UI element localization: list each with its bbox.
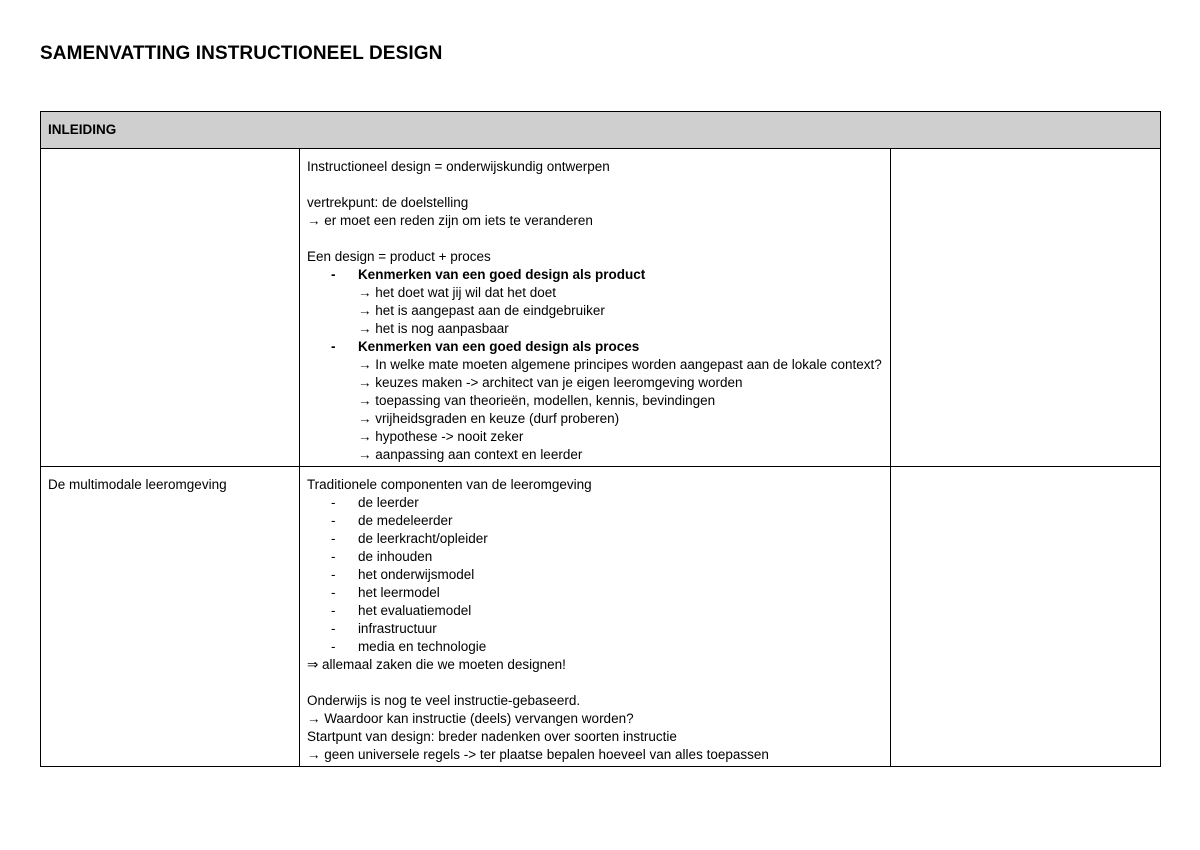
paragraph-text: Startpunt van design: breder nadenken over soorten instructie (306, 729, 677, 744)
table-row (41, 149, 1161, 467)
list-item (307, 584, 883, 602)
bullet-dash: - (330, 621, 336, 636)
paragraph-text: Onderwijs is nog te veel instructie-gebaseerd. (306, 693, 581, 708)
content-cell (299, 467, 890, 767)
paragraph-text: → geen universele regels -> ter plaatse bepalen hoeveel van alles toepassen (306, 747, 769, 762)
list-item (307, 638, 883, 656)
list-item (307, 566, 883, 584)
summary-table (40, 111, 1161, 767)
list-item (307, 266, 883, 284)
design-definition-text: Een design = product + proces (306, 249, 491, 264)
component-label: de inhouden (357, 549, 433, 564)
topic-cell: De multimodale leeromgeving (41, 467, 300, 767)
list-item (307, 530, 883, 548)
list-item: → toepassing van theorieën, modellen, kennis, bevindingen (357, 393, 716, 408)
components-intro: Traditionele componenten van de leeromgeving (306, 477, 592, 492)
bullet-dash: - (330, 513, 336, 528)
list-item (307, 512, 883, 530)
component-label: het evaluatiemodel (357, 603, 472, 618)
bullet-dash: - (330, 585, 336, 600)
list-item: → het doet wat jij wil dat het doet (357, 285, 557, 300)
bullet-dash: - (330, 531, 336, 546)
bullet-dash: - (330, 639, 336, 654)
list-item: → In welke mate moeten algemene principes worden aangepast aan de lokale context? (357, 357, 882, 372)
bullet-dash: - (330, 267, 336, 282)
topic-cell (41, 149, 300, 467)
bullet-dash: - (330, 549, 336, 564)
list-item: → het is nog aanpasbaar (357, 321, 509, 336)
section-header-row (41, 112, 1161, 149)
paragraph-text: → Waardoor kan instructie (deels) vervangen worden? (306, 711, 634, 726)
bullet-dash: - (330, 339, 336, 354)
conclusion-text: ⇒ allemaal zaken die we moeten designen! (306, 657, 566, 672)
notes-cell (890, 149, 1160, 467)
bullet-dash: - (330, 495, 336, 510)
list-item: → vrijheidsgraden en keuze (durf proberen) (357, 411, 620, 426)
component-label: infrastructuur (357, 621, 437, 636)
component-label: de medeleerder (357, 513, 453, 528)
component-label: media en technologie (357, 639, 487, 654)
notes-cell (890, 467, 1160, 767)
product-heading: Kenmerken van een goed design als product (357, 267, 646, 282)
process-heading: Kenmerken van een goed design als proces (357, 339, 640, 354)
component-label: de leerder (357, 495, 419, 510)
document-title: SAMENVATTING INSTRUCTIONEEL DESIGN (40, 43, 443, 64)
list-item: → hypothese -> nooit zeker (357, 429, 524, 444)
section-header: INLEIDING (41, 112, 1161, 149)
table-row (41, 467, 1161, 767)
component-label: de leerkracht/opleider (357, 531, 488, 546)
list-item: → het is aangepast aan de eindgebruiker (357, 303, 605, 318)
component-label: het onderwijsmodel (357, 567, 475, 582)
component-label: het leermodel (357, 585, 440, 600)
list-item (307, 602, 883, 620)
start-point-text: vertrekpunt: de doelstelling (306, 195, 469, 210)
list-item: → aanpassing aan context en leerder (357, 447, 583, 462)
bullet-dash: - (330, 567, 336, 582)
list-item (307, 494, 883, 512)
definition-text: Instructioneel design = onderwijskundig ontwerpen (306, 159, 610, 174)
start-point-arrow-text: → er moet een reden zijn om iets te veranderen (306, 213, 593, 228)
list-item (307, 548, 883, 566)
list-item: → keuzes maken -> architect van je eigen leeromgeving worden (357, 375, 743, 390)
content-cell (299, 149, 890, 467)
list-item (307, 620, 883, 638)
bullet-dash: - (330, 603, 336, 618)
list-item (307, 338, 883, 356)
